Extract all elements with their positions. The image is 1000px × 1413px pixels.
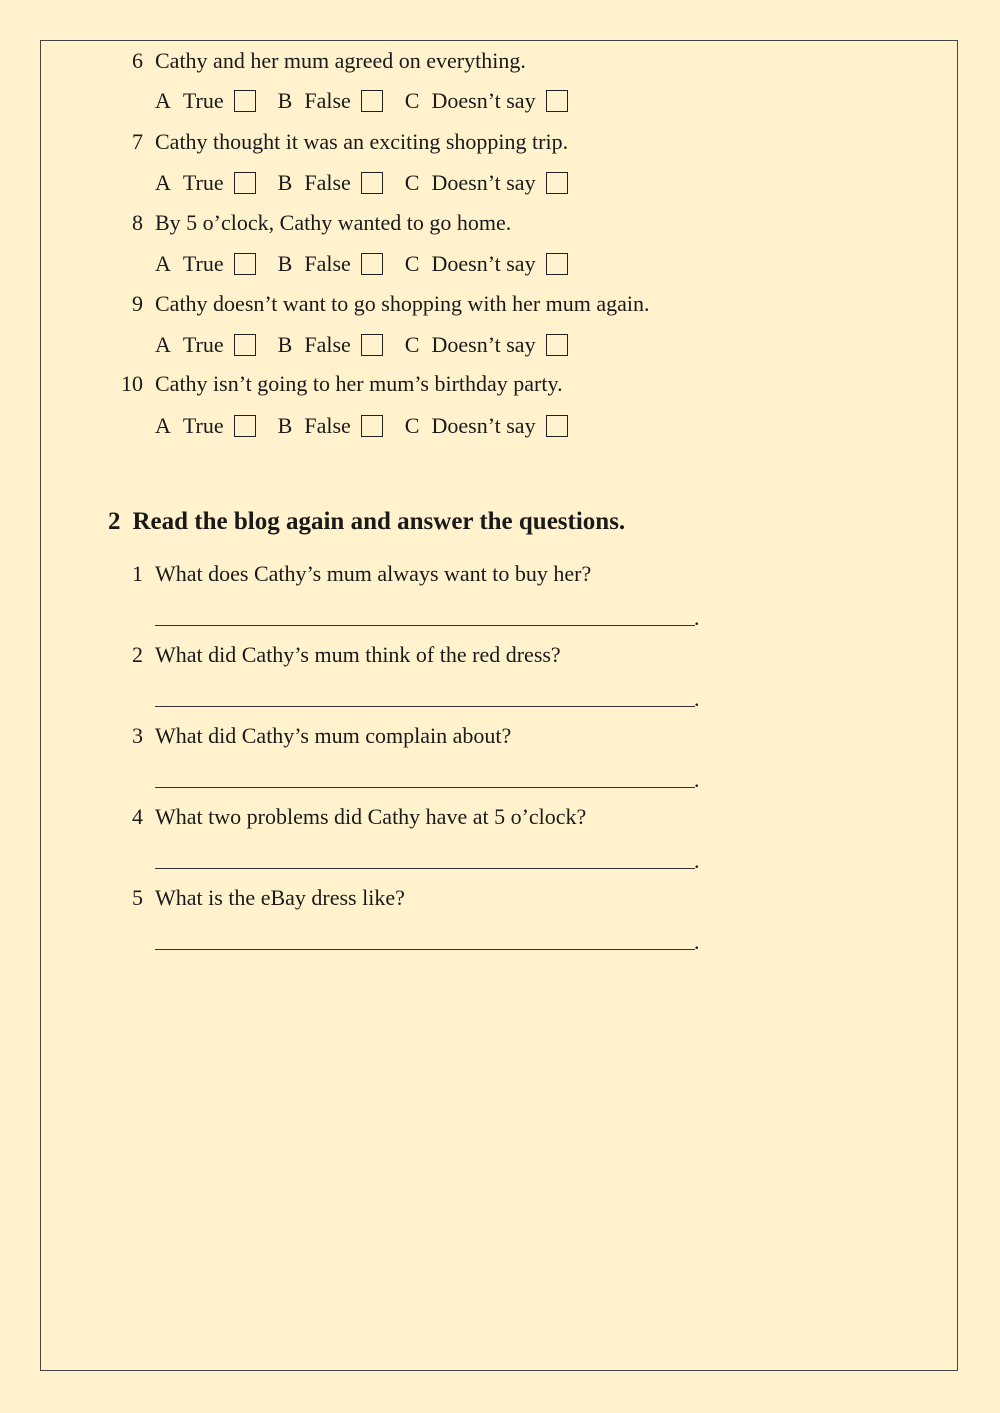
- question-number: 3: [132, 723, 143, 748]
- answer-options: [155, 88, 590, 114]
- option-label: False: [304, 170, 351, 195]
- answer-options: [155, 251, 590, 277]
- question-number: 6: [132, 48, 143, 73]
- option-label: Doesn’t say: [431, 413, 536, 438]
- answer-options: [155, 332, 590, 358]
- option-doesnt-say: [405, 170, 568, 196]
- option-doesnt-say: [405, 413, 568, 439]
- option-true: [155, 170, 256, 196]
- question-number: 10: [121, 371, 143, 396]
- option-label: Doesn’t say: [431, 170, 536, 195]
- option-label: False: [304, 88, 351, 113]
- checkbox-doesnt-say[interactable]: [546, 415, 568, 437]
- question-text: Cathy thought it was an exciting shopping trip.: [155, 129, 569, 154]
- option-letter: A: [155, 413, 171, 438]
- answer-input[interactable]: [155, 846, 695, 869]
- checkbox-doesnt-say[interactable]: [546, 90, 568, 112]
- checkbox-true[interactable]: [234, 172, 256, 194]
- option-letter: B: [277, 251, 293, 276]
- option-label: True: [182, 170, 224, 195]
- option-label: False: [304, 251, 351, 276]
- checkbox-false[interactable]: [361, 90, 383, 112]
- option-true: [155, 332, 256, 358]
- checkbox-false[interactable]: [361, 415, 383, 437]
- option-label: True: [182, 88, 224, 113]
- option-letter: C: [404, 251, 420, 276]
- question-text: What two problems did Cathy have at 5 o’clock?: [155, 804, 587, 829]
- answer-options: [155, 170, 590, 196]
- option-letter: A: [155, 170, 171, 195]
- option-false: [278, 251, 383, 277]
- question-text: What is the eBay dress like?: [155, 885, 405, 910]
- question-number: 7: [132, 129, 143, 154]
- question-text: Cathy isn’t going to her mum’s birthday party.: [155, 371, 563, 396]
- question-number: 2: [132, 642, 143, 667]
- answer-options: [155, 413, 590, 439]
- section-title-text: Read the blog again and answer the questions.: [132, 508, 626, 535]
- question-text: What did Cathy’s mum complain about?: [155, 723, 512, 748]
- option-doesnt-say: [405, 251, 568, 277]
- question-text: What did Cathy’s mum think of the red dress?: [155, 642, 561, 667]
- answer-input[interactable]: [155, 927, 695, 950]
- option-letter: A: [155, 332, 171, 357]
- option-true: [155, 413, 256, 439]
- option-label: False: [304, 332, 351, 357]
- option-label: Doesn’t say: [431, 251, 536, 276]
- option-label: Doesn’t say: [431, 88, 536, 113]
- option-true: [155, 88, 256, 114]
- option-letter: C: [404, 88, 420, 113]
- option-letter: B: [277, 170, 293, 195]
- option-letter: C: [404, 170, 420, 195]
- question-number: 4: [132, 804, 143, 829]
- option-false: [278, 413, 383, 439]
- option-false: [278, 332, 383, 358]
- checkbox-doesnt-say[interactable]: [546, 334, 568, 356]
- option-letter: B: [277, 413, 293, 438]
- section-number: 2: [108, 508, 121, 535]
- option-false: [278, 170, 383, 196]
- option-letter: C: [404, 332, 420, 357]
- checkbox-true[interactable]: [234, 90, 256, 112]
- option-label: Doesn’t say: [431, 332, 536, 357]
- option-letter: A: [155, 251, 171, 276]
- checkbox-doesnt-say[interactable]: [546, 253, 568, 275]
- question-number: 5: [132, 885, 143, 910]
- question-text: What does Cathy’s mum always want to buy her?: [155, 561, 592, 586]
- option-true: [155, 251, 256, 277]
- option-label: True: [182, 413, 224, 438]
- question-number: 9: [132, 291, 143, 316]
- question-text: Cathy doesn’t want to go shopping with her mum again.: [155, 291, 650, 316]
- line-end-period: .: [694, 929, 700, 954]
- option-letter: C: [404, 413, 420, 438]
- line-end-period: .: [694, 767, 700, 792]
- option-letter: A: [155, 88, 171, 113]
- answer-input[interactable]: [155, 603, 695, 626]
- line-end-period: .: [694, 848, 700, 873]
- line-end-period: .: [694, 686, 700, 711]
- question-text: Cathy and her mum agreed on everything.: [155, 48, 526, 73]
- checkbox-false[interactable]: [361, 253, 383, 275]
- option-label: True: [182, 251, 224, 276]
- question-number: 8: [132, 210, 143, 235]
- checkbox-true[interactable]: [234, 253, 256, 275]
- checkbox-true[interactable]: [234, 415, 256, 437]
- checkbox-true[interactable]: [234, 334, 256, 356]
- option-doesnt-say: [405, 332, 568, 358]
- question-number: 1: [132, 561, 143, 586]
- checkbox-false[interactable]: [361, 334, 383, 356]
- option-letter: B: [277, 88, 293, 113]
- checkbox-false[interactable]: [361, 172, 383, 194]
- line-end-period: .: [694, 605, 700, 630]
- option-letter: B: [277, 332, 293, 357]
- answer-input[interactable]: [155, 684, 695, 707]
- section-2-heading: [108, 507, 625, 537]
- option-label: False: [304, 413, 351, 438]
- option-false: [278, 88, 383, 114]
- option-doesnt-say: [405, 88, 568, 114]
- answer-input[interactable]: [155, 765, 695, 788]
- option-label: True: [182, 332, 224, 357]
- checkbox-doesnt-say[interactable]: [546, 172, 568, 194]
- question-text: By 5 o’clock, Cathy wanted to go home.: [155, 210, 512, 235]
